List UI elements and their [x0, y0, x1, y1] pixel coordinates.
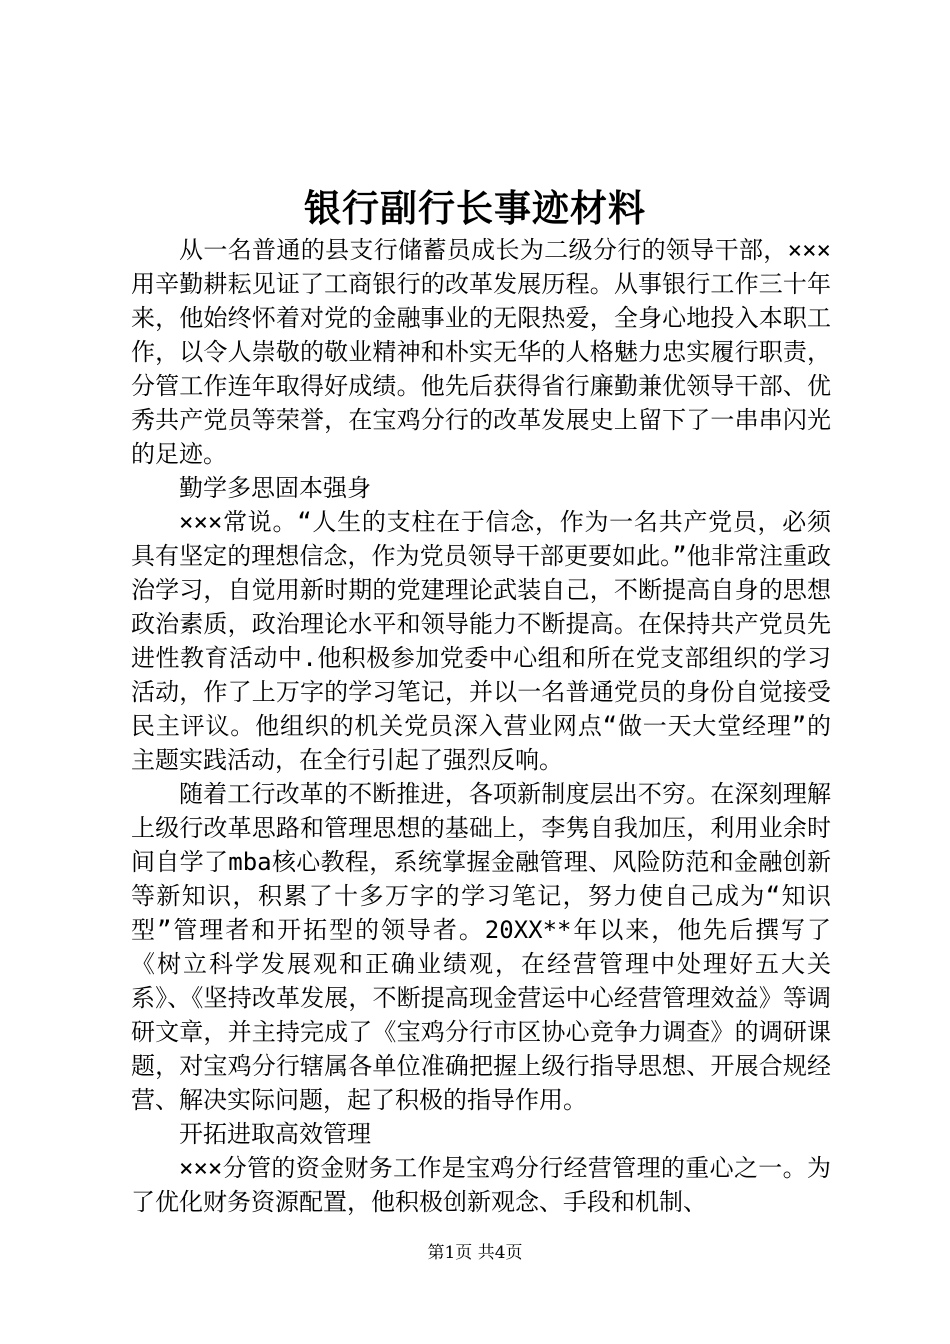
paragraph-political-study: ×××常说。“人生的支柱在于信念，作为一名共产党员，必须具有坚定的理想信念，作为党员领导干部更要如此。”他非常注重政治学习，自觉用新时期的党建理论武装自己，不断提高自身的思想政治素质，政治理论水平和领导能力不断提高。在保持共产党员先进性教育活动中.他积极参加党委中心组和所在党支部组织的学习活动，作了上万字的学习笔记，并以一名普通党员的身份自觉接受民主评议。他组织的机关党员深入营业网点“做一天大堂经理”的主题实践活动，在全行引起了强烈反响。: [131, 508, 831, 774]
paragraph-intro: 从一名普通的县支行储蓄员成长为二级分行的领导干部，×××用辛勤耕耘见证了工商银行的改革发展历程。从事银行工作三十年来，他始终怀着对党的金融事业的无限热爱，全身心地投入本职工作，以令人崇敬的敬业精神和朴实无华的人格魅力忠实履行职责，分管工作连年取得好成绩。他先后获得省行廉勤兼优领导干部、优秀共产党员等荣誉，在宝鸡分行的改革发展史上留下了一串串闪光的足迹。: [131, 236, 831, 468]
document-title: 银行副行长事迹材料: [304, 186, 646, 230]
page-footer: 第1页 共4页: [427, 1243, 523, 1263]
paragraph-self-learning: 随着工行改革的不断推进，各项新制度层出不穷。在深刻理解上级行改革思路和管理思想的基础上，李隽自我加压，利用业余时间自学了mba核心教程，系统掌握金融管理、风险防范和金融创新等新知识，积累了十多万字的学习笔记，努力使自己成为“知识型”管理者和开拓型的领导者。20XX**年以来，他先后撰写了《树立科学发展观和正确业绩观，在经营管理中处理好五大关系》、《坚持改革发展，不断提高现金营运中心经营管理效益》等调研文章，并主持完成了《宝鸡分行市区协心竞争力调查》的调研课题，对宝鸡分行辖属各单位准确把握上级行指导思想、开展合规经营、解决实际问题，起了积极的指导作用。: [131, 780, 831, 1114]
document-body: [131, 233, 831, 1219]
section-heading-study: 勤学多思固本强身: [179, 474, 371, 502]
paragraph-finance-work: ×××分管的资金财务工作是宝鸡分行经营管理的重心之一。为了优化财务资源配置，他积极创新观念、手段和机制、: [131, 1154, 831, 1216]
section-heading-management: 开拓进取高效管理: [179, 1120, 371, 1148]
